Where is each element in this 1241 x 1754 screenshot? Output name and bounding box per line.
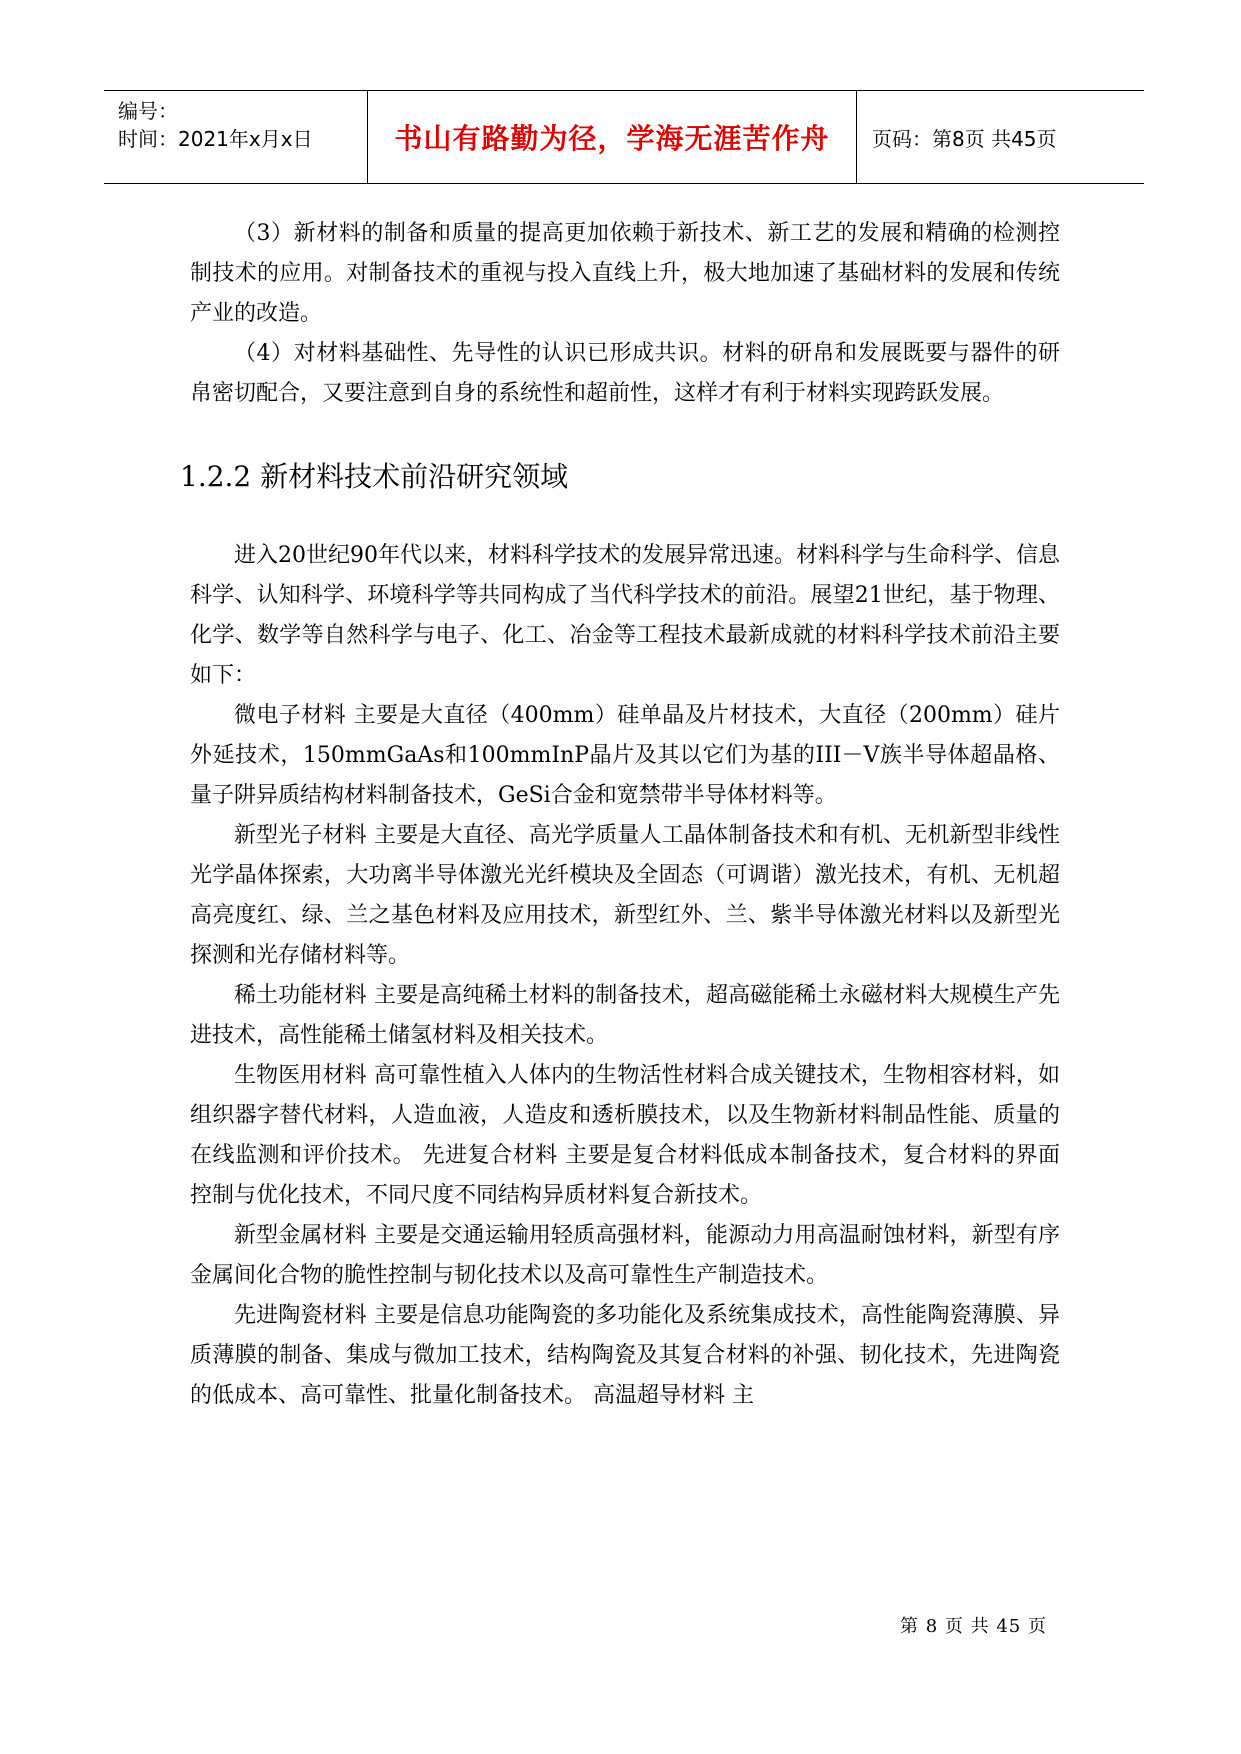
paragraph: 先进陶瓷材料 主要是信息功能陶瓷的多功能化及系统集成技术，高性能陶瓷薄膜、异质薄膜的制备、集成与微加工技术，结构陶瓷及其复合材料的补强、韧化技术，先进陶瓷的低成本、高可靠性、批量化制备技术。 高温超导材料 主 [190,1303,1060,1408]
paragraph: 新型光子材料 主要是大直径、高光学质量人工晶体制备技术和有机、无机新型非线性光学晶体探索，大功离半导体激光光纤模块及全固态（可调谐）激光技术，有机、无机超高亮度红、绿、兰之基色材料及应用技术，新型红外、兰、紫半导体激光材料以及新型光探测和光存储材料等。 [190,823,1060,968]
header-page-code: 页码：第8页 共45页 [872,127,1057,151]
page-footer-number: 第 8 页 共 45 页 [900,1616,1047,1637]
paragraph: （4）对材料基础性、先导性的认识已形成共识。材料的研帛和发展既要与器件的研帛密切配合，又要注意到自身的系统性和超前性，这样才有利于材料实现跨跃发展。 [190,341,1060,406]
document-number-label: 编号： [118,99,178,123]
page-header [104,90,1144,184]
section-heading: 1.2.2 新材料技术前沿研究领域 [180,460,569,493]
header-motto-cell [368,91,857,183]
paragraph: 进入20世纪90年代以来，材料科学技术的发展异常迅速。材料科学与生命科学、信息科学、认知科学、环境科学等共同构成了当代科学技术的前沿。展望21世纪，基于物理、化学、数学等自然科学与电子、化工、冶金等工程技术最新成就的材料科学技术前沿主要如下： [190,543,1060,688]
paragraph: 微电子材料 主要是大直径（400mm）硅单晶及片材技术，大直径（200mm）硅片外延技术，150mmGaAs和100mmInP晶片及其以它们为基的III－V族半导体超晶格、量子阱异质结构材料制备技术，GeSi合金和宽禁带半导体材料等。 [190,703,1060,808]
paragraph: 新型金属材料 主要是交通运输用轻质高强材料，能源动力用高温耐蚀材料，新型有序金属间化合物的脆性控制与韧化技术以及高可靠性生产制造技术。 [190,1223,1060,1288]
paragraph: 稀土功能材料 主要是高纯稀土材料的制备技术，超高磁能稀土永磁材料大规模生产先进技术，高性能稀土储氢材料及相关技术。 [190,983,1060,1048]
header-motto: 书山有路勤为径，学海无涯苦作舟 [394,122,830,155]
paragraph: （3）新材料的制备和质量的提高更加依赖于新技术、新工艺的发展和精确的检测控制技术的应用。对制备技术的重视与投入直线上升，极大地加速了基础材料的发展和传统产业的改造。 [190,221,1060,326]
document-time-label: 时间：2021年x月x日 [118,127,313,151]
document-body [180,214,1060,1416]
header-info-cell [104,91,368,183]
paragraph: 生物医用材料 高可靠性植入人体内的生物活性材料合成关键技术，生物相容材料，如组织器字替代材料，人造血液，人造皮和透析膜技术，以及生物新材料制品性能、质量的在线监测和评价技术。 先进复合材料 主要是复合材料低成本制备技术，复合材料的界面控制与优化技术，不同尺度不同结构异质材料复合新技术。 [190,1063,1060,1208]
header-page-cell [857,91,1144,183]
